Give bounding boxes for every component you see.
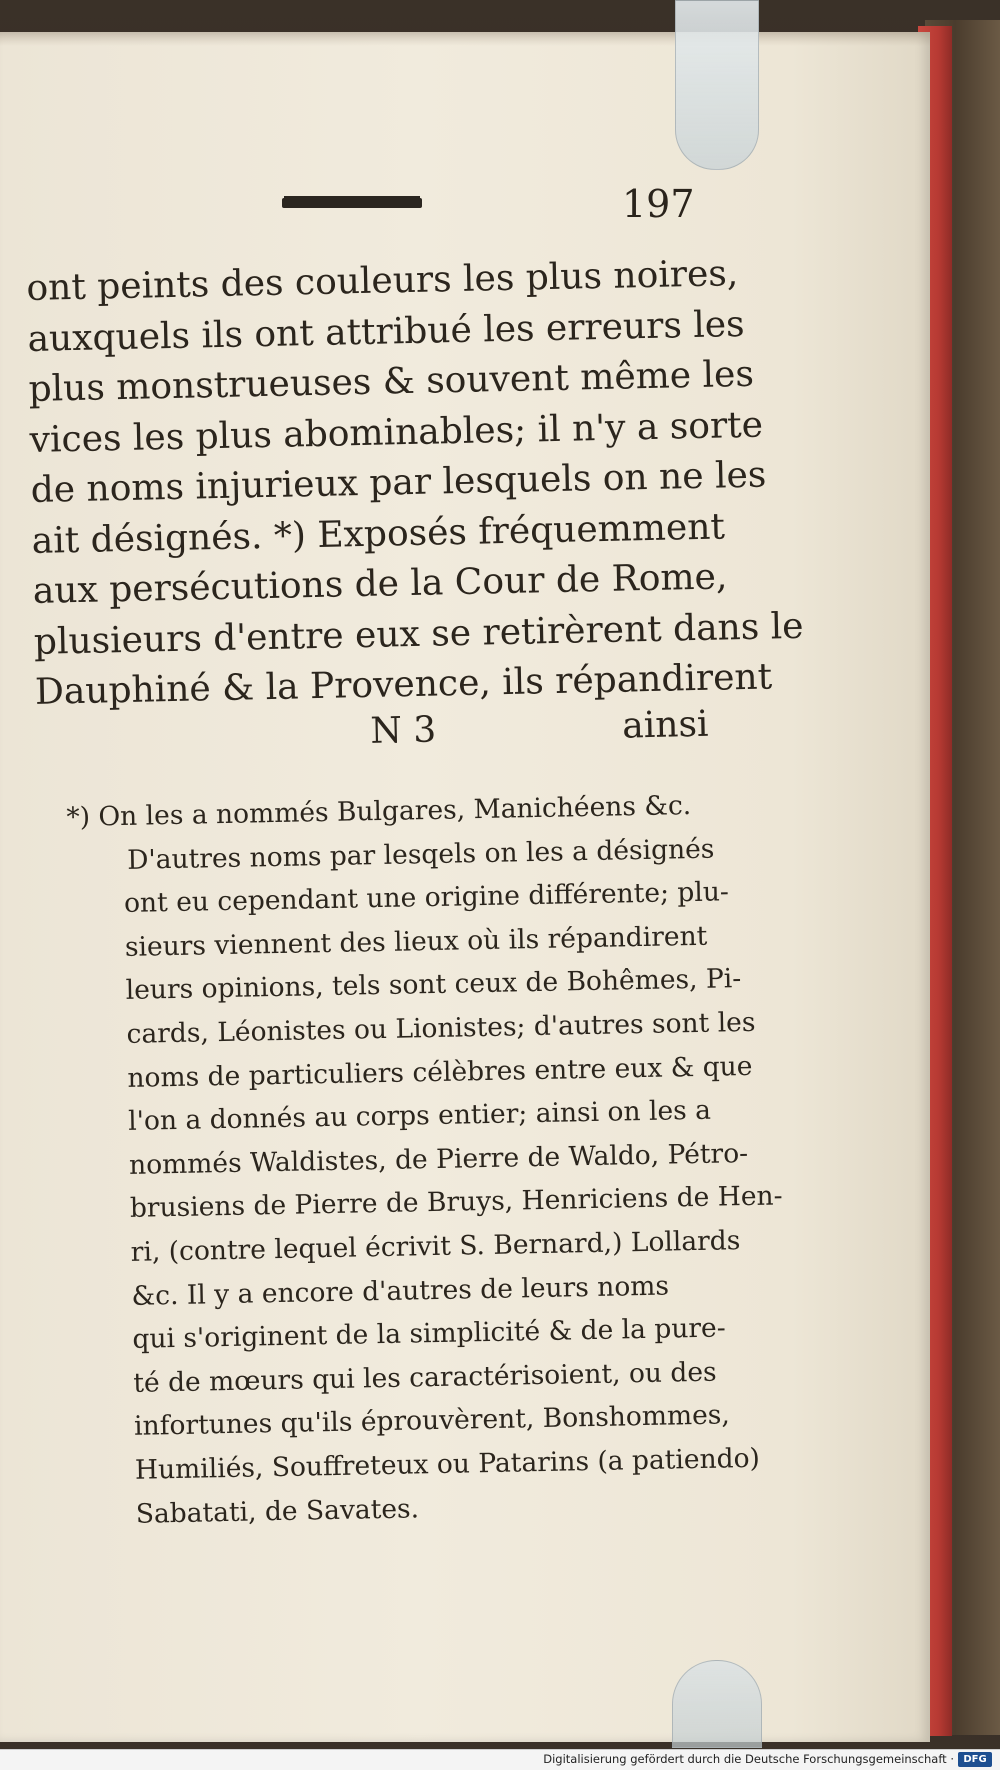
funding-credit: Digitalisierung gefördert durch die Deutsche Forschungsgemeinschaft · xyxy=(543,1752,954,1766)
text-line: ont peints des couleurs les plus noires, xyxy=(26,253,739,309)
text-line: aux persécutions de la Cour de Rome, xyxy=(32,556,728,612)
digitization-footer xyxy=(0,1749,1000,1770)
footnote-line: infortunes qu'ils éprouvèrent, Bonshommes, xyxy=(133,1399,731,1443)
text-line: plusieurs d'entre eux se retirèrent dans le xyxy=(33,605,804,663)
main-text xyxy=(26,250,804,719)
text-line: ait désignés. *) Exposés fréquemment xyxy=(31,505,726,562)
footnote-line: sieurs viennent des lieux où ils répandirent xyxy=(124,920,708,963)
header-ornament-rule xyxy=(282,198,422,208)
text-line: plus monstrueuses & souvent même les xyxy=(28,353,755,410)
page-clip-bottom xyxy=(672,1660,762,1748)
text-line: vices les plus abominables; il n'y a sorte xyxy=(29,404,764,461)
footnote-line: *) On les a nommés Bulgares, Manichéens &c. xyxy=(66,790,692,833)
page-number: 197 xyxy=(622,182,695,226)
page-clip-top xyxy=(675,0,759,170)
footnote-line: &c. Il y a encore d'autres de leurs noms xyxy=(131,1270,670,1312)
footnote-line: ont eu cependant une origine différente; plu- xyxy=(123,876,730,920)
book-page xyxy=(0,32,930,1742)
footnote-line: leurs opinions, tels sont ceux de Bohêmes, Pi- xyxy=(125,963,742,1007)
footnote-line: qui s'originent de la simplicité & de la pure- xyxy=(132,1312,726,1355)
footnote-line: ri, (contre lequel écrivit S. Bernard,) Lollards xyxy=(130,1225,741,1268)
page-shadow xyxy=(0,32,930,46)
footnote-line: nommés Waldistes, de Pierre de Waldo, Pétro- xyxy=(128,1137,749,1181)
text-line: Dauphiné & la Provence, ils répandirent xyxy=(34,656,773,713)
dfg-logo-icon: DFG xyxy=(958,1752,992,1767)
text-line: auxquels ils ont attribué les erreurs les xyxy=(27,303,745,360)
signature-mark: N 3 xyxy=(369,709,437,752)
footnote xyxy=(66,783,783,1537)
footnote-line: l'on a donnés au corps entier; ainsi on les a xyxy=(127,1094,712,1138)
footnote-line: té de mœurs qui les caractérisoient, ou des xyxy=(132,1356,717,1399)
footnote-line: Sabatati, de Savates. xyxy=(135,1492,420,1530)
footnote-line: D'autres noms par lesqels on les a désignés xyxy=(126,833,715,876)
footnote-line: brusiens de Pierre de Bruys, Henriciens de Hen- xyxy=(129,1180,783,1225)
footnote-line: noms de particuliers célèbres entre eux & que xyxy=(127,1050,753,1094)
text-line: de noms injurieux par lesquels on ne les xyxy=(30,454,767,511)
catchword: ainsi xyxy=(621,703,709,747)
footnote-line: Humiliés, Souffreteux ou Patarins (a patiendo) xyxy=(134,1442,761,1486)
footnote-line: cards, Léonistes ou Lionistes; d'autres sont les xyxy=(126,1006,756,1050)
